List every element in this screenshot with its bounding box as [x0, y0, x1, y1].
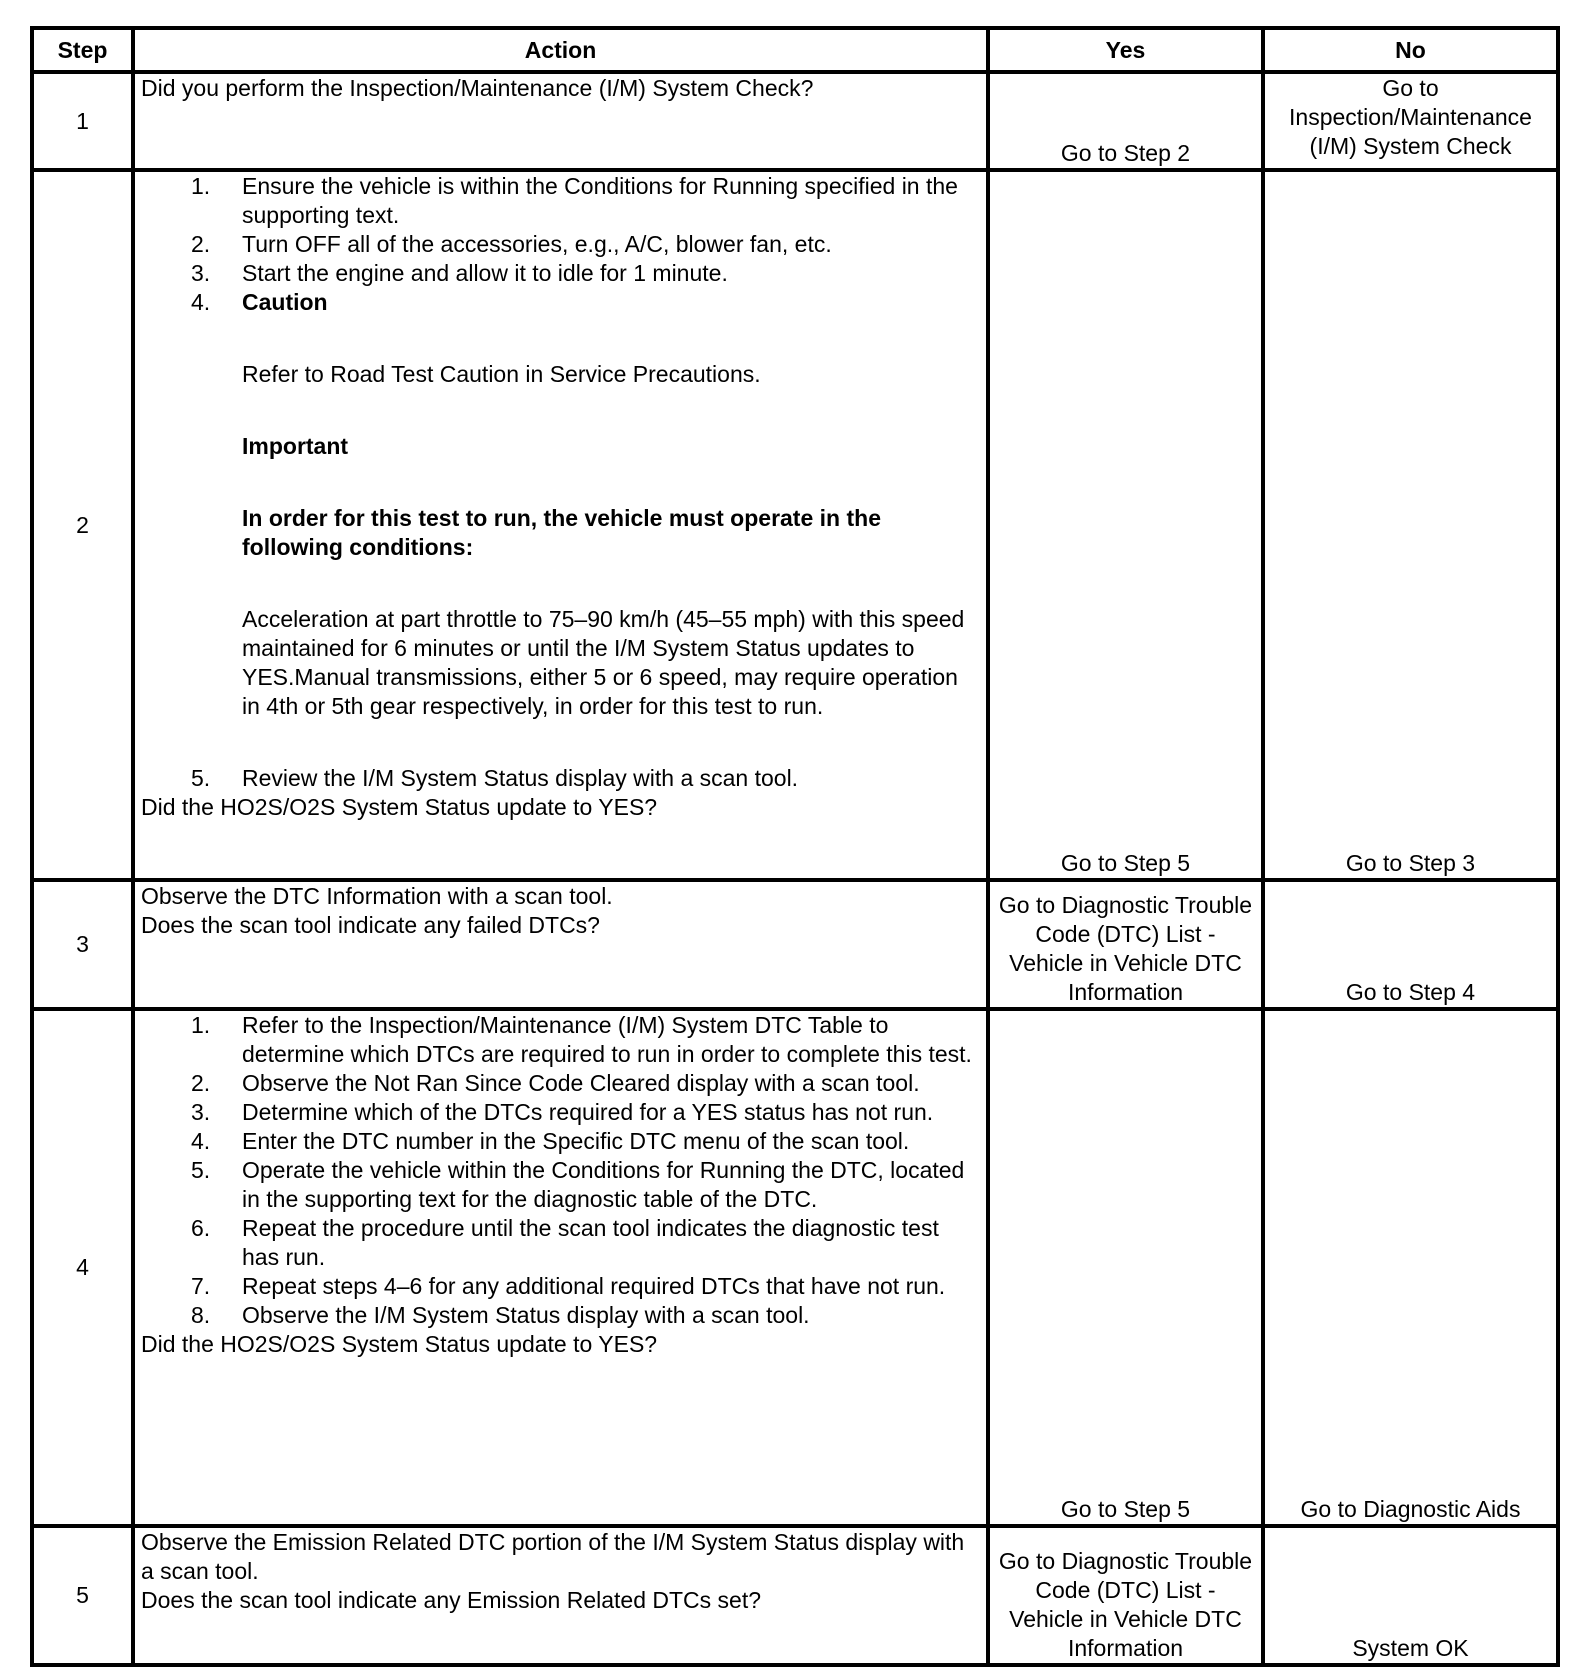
procedure-list — [141, 172, 980, 793]
question-text: Did you perform the Inspection/Maintenance (I/M) System Check? — [141, 75, 814, 101]
list-item — [141, 764, 980, 793]
item-number: 1. — [191, 1012, 211, 1038]
item-number: 2. — [191, 231, 211, 257]
list-item — [141, 1069, 980, 1098]
item-text: Review the I/M System Status display with a scan tool. — [242, 765, 799, 791]
question-text: Does the scan tool indicate any failed DTCs? — [141, 912, 600, 938]
step-number: 3 — [32, 880, 133, 1009]
item-number: 3. — [191, 1099, 211, 1125]
list-item — [141, 1098, 980, 1127]
yes-result: Go to Diagnostic Trouble Code (DTC) List - Vehicle in Vehicle DTC Information — [988, 880, 1263, 1009]
header-action: Action — [133, 28, 988, 72]
step-number: 4 — [32, 1009, 133, 1526]
important-label: Important — [242, 433, 349, 459]
list-item — [141, 1301, 980, 1330]
action-cell — [133, 1009, 988, 1526]
list-item — [141, 259, 980, 288]
instruction-text: Observe the DTC Information with a scan tool. — [141, 883, 613, 909]
item-text: Repeat the procedure until the scan tool indicates the diagnostic test has run. — [242, 1215, 939, 1270]
diagnostic-table — [30, 26, 1560, 1667]
item-number: 5. — [191, 1157, 211, 1183]
question-text: Did the HO2S/O2S System Status update to YES? — [141, 794, 658, 820]
question-text: Did the HO2S/O2S System Status update to YES? — [141, 1331, 658, 1357]
item-text: Determine which of the DTCs required for a YES status has not run. — [242, 1099, 934, 1125]
item-text: Operate the vehicle within the Conditions for Running the DTC, located in the supporting text for the diagnostic table of the DTC. — [242, 1157, 965, 1212]
list-item — [141, 1156, 980, 1214]
action-cell — [133, 72, 988, 170]
procedure-list — [141, 1011, 980, 1330]
item-number: 5. — [191, 765, 211, 791]
list-item — [141, 1214, 980, 1272]
table-row — [32, 1009, 1558, 1526]
no-result: Go to Step 3 — [1263, 170, 1558, 880]
header-yes: Yes — [988, 28, 1263, 72]
important-text: In order for this test to run, the vehicle must operate in the following conditions: — [242, 505, 881, 560]
item-text: Ensure the vehicle is within the Conditions for Running specified in the supporting text. — [242, 173, 958, 228]
no-result: Go to Diagnostic Aids — [1263, 1009, 1558, 1526]
item-text: Repeat steps 4–6 for any additional required DTCs that have not run. — [242, 1273, 946, 1299]
step-number: 1 — [32, 72, 133, 170]
yes-result: Go to Step 2 — [988, 72, 1263, 170]
caution-text: Refer to Road Test Caution in Service Precautions. — [242, 361, 761, 387]
table-row — [32, 72, 1558, 170]
step-number: 5 — [32, 1526, 133, 1665]
item-number: 4. — [191, 1128, 211, 1154]
caution-label: Caution — [242, 289, 328, 315]
header-no: No — [1263, 28, 1558, 72]
conditions-text: Acceleration at part throttle to 75–90 km/h (45–55 mph) with this speed maintained for 6 minutes or until the I/M System Status updates to YES.Manual transmissions, either 5 or 6 speed, may require operation in 4th or 5th gear respectively, in order for this test to run. — [242, 606, 965, 719]
item-number: 8. — [191, 1302, 211, 1328]
item-text: Observe the Not Ran Since Code Cleared display with a scan tool. — [242, 1070, 920, 1096]
yes-result: Go to Diagnostic Trouble Code (DTC) List - Vehicle in Vehicle DTC Information — [988, 1526, 1263, 1665]
table-row — [32, 1526, 1558, 1665]
list-item — [141, 1272, 980, 1301]
item-text: Enter the DTC number in the Specific DTC menu of the scan tool. — [242, 1128, 910, 1154]
item-number: 6. — [191, 1215, 211, 1241]
list-item — [141, 172, 980, 230]
action-cell — [133, 1526, 988, 1665]
item-text: Refer to the Inspection/Maintenance (I/M) System DTC Table to determine which DTCs are required to run in order to complete this test. — [242, 1012, 972, 1067]
question-text: Does the scan tool indicate any Emission Related DTCs set? — [141, 1587, 762, 1613]
no-result: System OK — [1263, 1526, 1558, 1665]
yes-result: Go to Step 5 — [988, 170, 1263, 880]
step-number: 2 — [32, 170, 133, 880]
table-row — [32, 880, 1558, 1009]
instruction-text: Observe the Emission Related DTC portion of the I/M System Status display with a scan tool. — [141, 1529, 965, 1584]
header-row — [32, 28, 1558, 72]
list-item — [141, 288, 980, 764]
list-item — [141, 230, 980, 259]
item-text: Turn OFF all of the accessories, e.g., A/C, blower fan, etc. — [242, 231, 832, 257]
item-text: Start the engine and allow it to idle for 1 minute. — [242, 260, 728, 286]
yes-result: Go to Step 5 — [988, 1009, 1263, 1526]
list-item — [141, 1011, 980, 1069]
item-number: 7. — [191, 1273, 211, 1299]
item-number: 3. — [191, 260, 211, 286]
header-step: Step — [32, 28, 133, 72]
action-cell — [133, 170, 988, 880]
no-result: Go to Inspection/Maintenance (I/M) System Check — [1263, 72, 1558, 170]
item-number: 2. — [191, 1070, 211, 1096]
no-result: Go to Step 4 — [1263, 880, 1558, 1009]
item-text: Observe the I/M System Status display with a scan tool. — [242, 1302, 810, 1328]
table-row — [32, 170, 1558, 880]
item-number: 4. — [191, 289, 211, 315]
action-cell — [133, 880, 988, 1009]
item-number: 1. — [191, 173, 211, 199]
list-item — [141, 1127, 980, 1156]
